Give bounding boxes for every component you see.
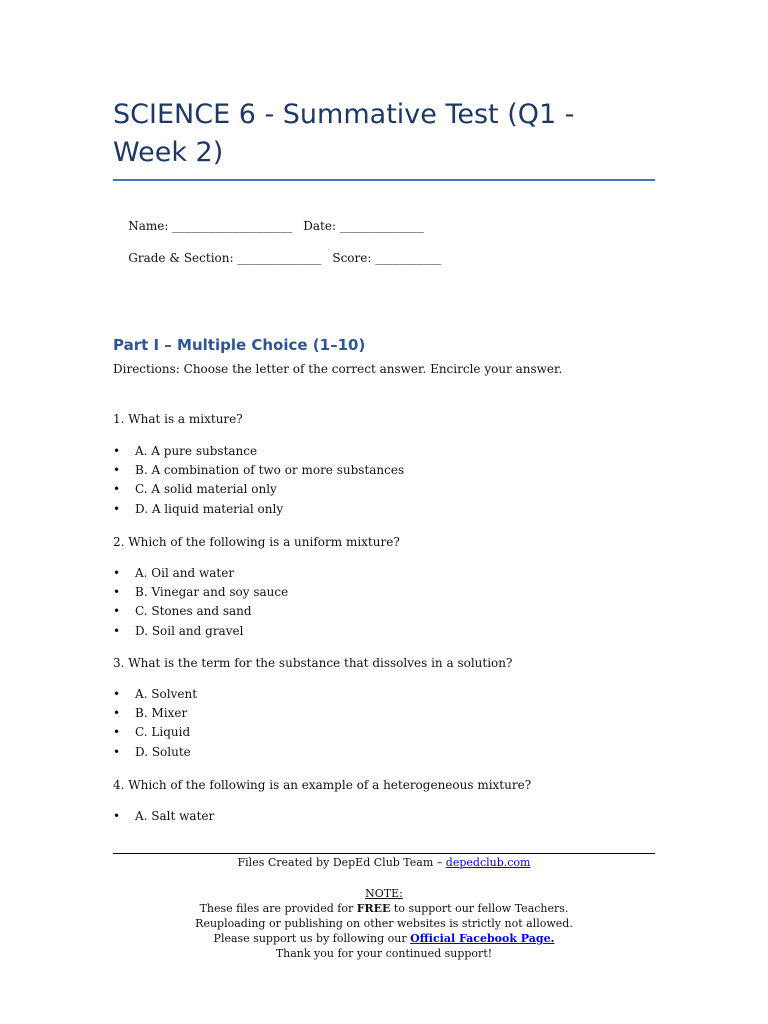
question-3-choices <box>113 685 197 762</box>
bullet-icon: • <box>113 501 121 516</box>
bullet-icon: • <box>113 566 121 580</box>
choice-3c: • C. Liquid <box>113 723 197 742</box>
choice-1c: • C. A solid material only <box>113 480 404 499</box>
choice-1b: • B. A combination of two or more substances <box>113 461 404 480</box>
bullet-icon: • <box>113 809 121 823</box>
choice-3d: • D. Solute <box>113 743 197 762</box>
bullet-icon: • <box>113 706 121 721</box>
bullet-icon: • <box>113 444 121 458</box>
choice-2c: • C. Stones and sand <box>113 602 288 621</box>
choice-2b: • B. Vinegar and soy sauce <box>113 583 288 602</box>
bullet-icon: • <box>113 623 121 638</box>
footer-credit: Files Created by DepEd Club Team – depedclub.com <box>237 856 531 869</box>
grade-section-field: Grade & Section: ______________ <box>128 251 322 265</box>
bullet-icon: • <box>113 687 121 701</box>
question-2-choices <box>113 564 288 641</box>
question-3: 3. What is the term for the substance that dissolves in a solution? <box>113 656 513 670</box>
bullet-icon: • <box>113 463 121 478</box>
footer-line-4: Thank you for your continued support! <box>275 947 493 960</box>
choice-1d: • D. A liquid material only <box>113 500 404 519</box>
date-field: Date: ______________ <box>303 219 424 233</box>
choice-4a: • A. Salt water <box>113 807 214 826</box>
question-1: 1. What is a mixture? <box>113 412 243 426</box>
bullet-icon: • <box>113 725 121 740</box>
question-2: 2. Which of the following is a uniform mixture? <box>113 535 400 549</box>
facebook-page-link[interactable]: Official Facebook Page. <box>410 932 555 945</box>
choice-3a: • A. Solvent <box>113 685 197 704</box>
question-4: 4. Which of the following is an example of a heterogeneous mixture? <box>113 778 532 792</box>
choice-3b: • B. Mixer <box>113 704 197 723</box>
name-field: Name: ____________________ <box>128 219 293 233</box>
bullet-icon: • <box>113 585 121 600</box>
part-1-heading: Part I – Multiple Choice (1–10) <box>113 336 366 354</box>
directions-text: Directions: Choose the letter of the correct answer. Encircle your answer. <box>113 362 563 376</box>
depedclub-link[interactable]: depedclub.com <box>445 856 531 869</box>
footer-line-1: These files are provided for FREE to support our fellow Teachers. <box>199 902 569 915</box>
choice-1a: • A. A pure substance <box>113 442 404 461</box>
score-field: Score: ___________ <box>332 251 442 265</box>
document-title: SCIENCE 6 - Summative Test (Q1 - Week 2) <box>113 99 575 168</box>
choice-2a: • A. Oil and water <box>113 564 288 583</box>
choice-2d: • D. Soil and gravel <box>113 622 288 641</box>
bullet-icon: • <box>113 604 121 619</box>
grade-score-line <box>113 234 441 282</box>
footer-note-heading: NOTE: <box>365 887 403 900</box>
question-4-choices <box>113 807 214 826</box>
bullet-icon: • <box>113 744 121 759</box>
title-underline <box>113 179 655 181</box>
document-page <box>113 0 655 1024</box>
footer-line-3: Please support us by following our Official Facebook Page. <box>213 932 555 945</box>
footer-divider <box>113 853 655 854</box>
footer-line-2: Reuploading or publishing on other websites is strictly not allowed. <box>195 917 573 930</box>
question-1-choices <box>113 442 404 519</box>
bullet-icon: • <box>113 482 121 497</box>
